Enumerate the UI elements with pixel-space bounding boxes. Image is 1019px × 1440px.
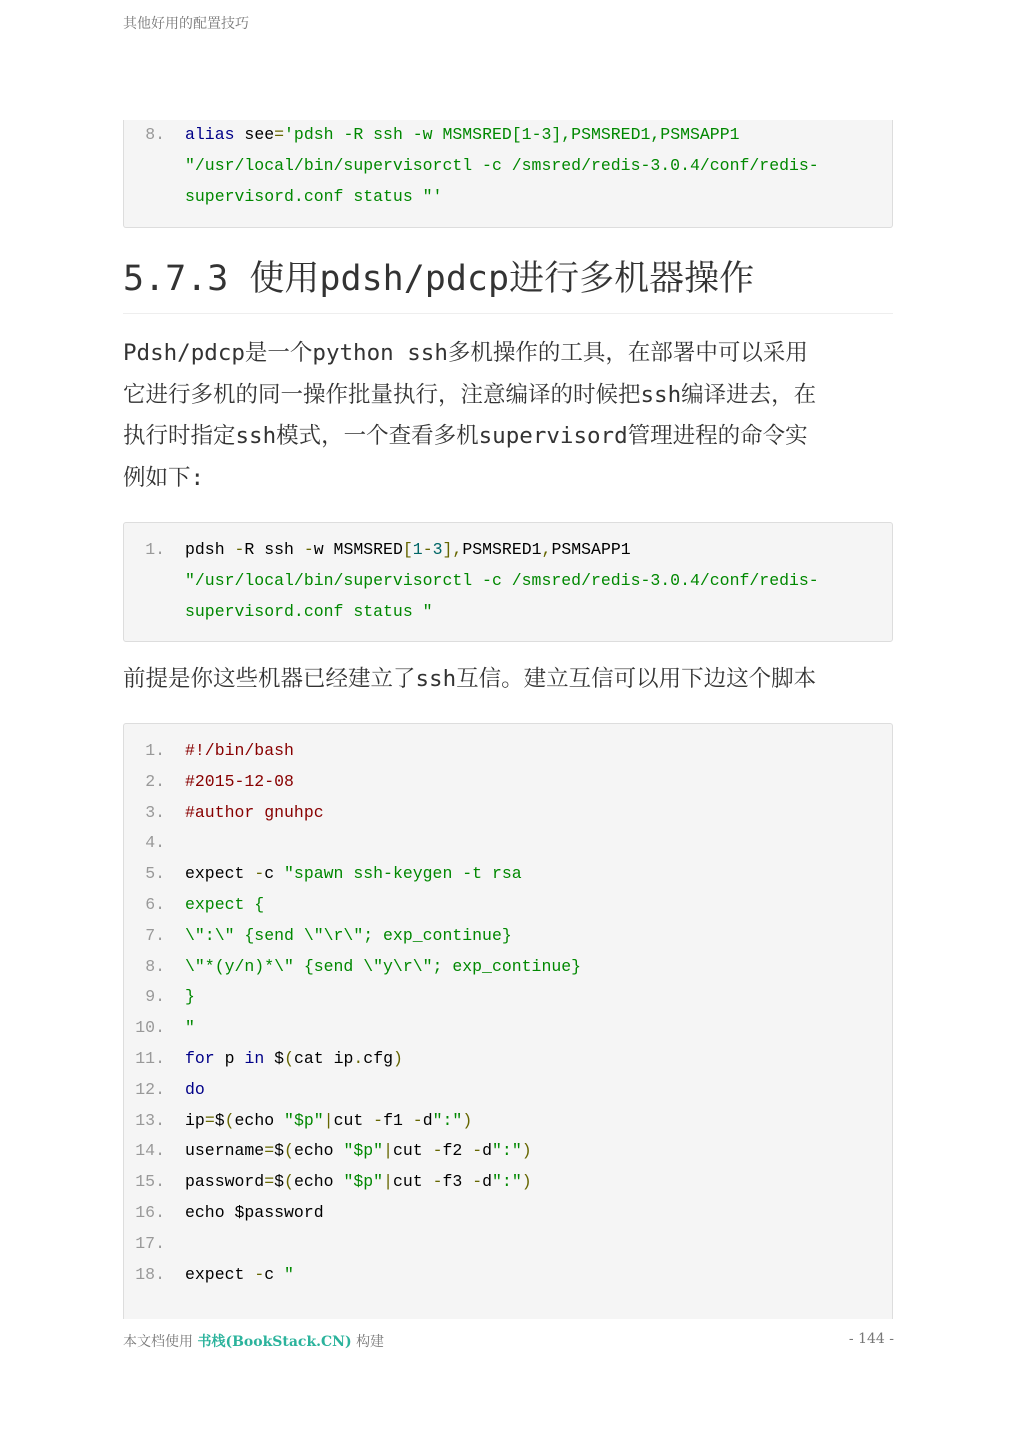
code-token: password: [185, 1172, 265, 1192]
code-token: expect: [185, 1264, 255, 1284]
line-number: 16.: [135, 1202, 165, 1222]
code-text: [185, 1075, 205, 1106]
code-line: [124, 890, 892, 921]
code-token: ip: [185, 1110, 205, 1130]
line-number: 10.: [135, 1018, 165, 1038]
page-number: - 144 -: [848, 1331, 894, 1347]
code-token: expect {: [185, 894, 265, 914]
code-text: [185, 1167, 532, 1198]
code-line: [124, 1167, 892, 1198]
code-line: [124, 1075, 892, 1106]
code-text: [185, 1198, 324, 1229]
code-token: -: [254, 864, 265, 884]
code-text: [185, 1106, 472, 1137]
code-token: ": [284, 1264, 294, 1284]
code-text: [185, 182, 442, 213]
code-token: d: [482, 1172, 493, 1192]
code-token: \"*(y/n)*\" {send \"y\r\"; exp_continue}: [185, 956, 582, 976]
code-token: "$p": [343, 1172, 384, 1192]
code-token: f2: [442, 1141, 473, 1161]
code-text: [185, 597, 433, 628]
code-token: username: [185, 1141, 265, 1161]
code-text: [185, 566, 819, 597]
code-token: 1: [412, 540, 423, 559]
code-text: [185, 151, 819, 182]
section-heading: 5.7.3 使用pdsh/pdcp进行多机器操作: [123, 252, 893, 314]
code-token: $: [214, 1110, 225, 1130]
code-text: [185, 1136, 532, 1167]
code-token: R ssh: [244, 540, 304, 559]
code-token: "spawn ssh-keygen -t rsa: [284, 864, 522, 884]
code-token: ": [185, 1018, 195, 1038]
line-number: 8.: [145, 956, 165, 976]
code-token: echo: [293, 1141, 344, 1161]
code-token: c: [264, 864, 285, 884]
code-line: [124, 1260, 892, 1291]
paragraph-line: 它进行多机的同一操作批量执行，注意编译的时候把ssh编译进去，在: [123, 381, 817, 408]
code-token: $: [264, 1048, 285, 1068]
line-number: 1.: [145, 540, 165, 559]
code-text: [185, 952, 581, 983]
code-token: |: [383, 1141, 393, 1161]
paragraph-line: Pdsh/pdcp是一个python ssh多机操作的工具，在部署中可以采用: [123, 340, 808, 366]
code-token: alias: [185, 125, 235, 144]
code-token: in: [244, 1048, 265, 1068]
code-text: [185, 890, 264, 921]
code-token: cut: [333, 1110, 374, 1130]
code-lines: [124, 535, 892, 627]
code-text: [185, 736, 294, 767]
line-number: 14.: [135, 1141, 165, 1161]
code-token: -: [412, 1110, 423, 1130]
code-token: d: [422, 1110, 433, 1130]
code-text: [185, 921, 512, 952]
code-token: -: [472, 1172, 483, 1192]
code-text: [185, 1044, 403, 1075]
code-token: -: [432, 1141, 443, 1161]
code-text: [185, 535, 631, 566]
line-number: 1.: [145, 741, 165, 760]
code-text: [185, 859, 522, 890]
code-text: [185, 767, 294, 798]
code-token: (: [284, 1172, 294, 1192]
code-token: PSMSAPP1: [551, 540, 631, 559]
code-text: [185, 120, 740, 151]
code-token: w MSMSRED: [313, 540, 403, 559]
code-line: [124, 1013, 892, 1044]
code-token: -: [373, 1110, 384, 1130]
code-line: [124, 798, 892, 829]
code-token: "$p": [343, 1141, 384, 1161]
bookstack-link[interactable]: 书栈(BookStack.CN): [197, 1334, 352, 1350]
code-token: |: [323, 1110, 334, 1130]
code-token: .: [353, 1048, 364, 1068]
code-token: ): [462, 1110, 473, 1130]
code-token: ): [521, 1141, 532, 1161]
code-line: [124, 859, 892, 890]
code-token: pdsh: [185, 540, 235, 559]
line-number: 13.: [135, 1110, 165, 1130]
code-token: echo $password: [185, 1202, 324, 1222]
code-token: ":": [492, 1141, 522, 1161]
code-block-pdsh: [123, 522, 893, 642]
code-token: }: [185, 987, 195, 1007]
code-line: [124, 828, 892, 859]
code-line: [124, 736, 892, 767]
code-line: [124, 597, 892, 628]
code-line: [124, 1198, 892, 1229]
code-text: [185, 1260, 294, 1291]
paragraph-pdsh-intro: [123, 333, 898, 499]
code-token: |: [383, 1172, 393, 1192]
code-token: ): [393, 1048, 403, 1068]
code-line: [124, 535, 892, 566]
code-token: =: [204, 1110, 215, 1130]
code-token: -: [422, 540, 433, 559]
code-token: echo: [234, 1110, 285, 1130]
line-number: 8.: [145, 125, 165, 144]
code-token: ":": [432, 1110, 463, 1130]
code-token: cut: [392, 1141, 433, 1161]
code-token: echo: [293, 1172, 344, 1192]
paragraph-ssh-trust: 前提是你这些机器已经建立了ssh互信。建立互信可以用下边这个脚本: [123, 666, 817, 692]
code-token: -: [472, 1141, 483, 1161]
code-token: =: [264, 1141, 275, 1161]
code-token: for: [185, 1048, 215, 1068]
code-lines: [124, 736, 892, 1290]
code-token: [: [402, 540, 413, 559]
code-text: [185, 982, 195, 1013]
code-token: #!/bin/bash: [185, 741, 294, 760]
code-token: 'pdsh -R ssh -w MSMSRED[1-3],PSMSRED1,PSMSAPP1: [284, 125, 740, 144]
code-token: \":\" {send \"\r\"; exp_continue}: [185, 925, 512, 945]
code-line: [124, 1229, 892, 1260]
code-token: see: [234, 125, 275, 144]
code-token: (: [284, 1048, 294, 1068]
code-token: supervisord.conf status ": [185, 601, 433, 621]
code-token: do: [185, 1079, 205, 1099]
code-line: [124, 1136, 892, 1167]
code-line: [124, 151, 892, 182]
code-text: [185, 798, 324, 829]
line-number: 4.: [145, 833, 165, 853]
paragraph-line: 例如下:: [123, 464, 205, 491]
code-line: [124, 120, 892, 151]
code-token: (: [224, 1110, 235, 1130]
code-token: supervisord.conf status "': [185, 186, 443, 206]
paragraph-line: 执行时指定ssh模式，一个查看多机supervisord管理进程的命令实: [123, 423, 808, 449]
code-text: [185, 1013, 195, 1044]
code-line: [124, 566, 892, 597]
code-line: [124, 952, 892, 983]
line-number: 5.: [145, 864, 165, 884]
footer-suffix: 构建: [356, 1334, 385, 1350]
code-token: -: [432, 1172, 443, 1192]
code-token: "/usr/local/bin/supervisorctl -c /smsred/redis-3.0.4/conf/redis-: [185, 155, 819, 175]
code-token: ":": [492, 1172, 522, 1192]
code-token: f3: [442, 1172, 473, 1192]
line-number: 11.: [135, 1048, 165, 1068]
line-number: 3.: [145, 802, 165, 822]
code-token: PSMSRED1: [462, 540, 542, 559]
code-line: [124, 767, 892, 798]
code-token: =: [274, 125, 285, 144]
code-token: cat ip: [293, 1048, 354, 1068]
code-token: (: [284, 1141, 294, 1161]
code-token: "/usr/local/bin/supervisorctl -c /smsred/redis-3.0.4/conf/redis-: [185, 570, 819, 590]
code-block-alias: [123, 120, 893, 228]
code-line: [124, 1044, 892, 1075]
code-token: c: [264, 1264, 285, 1284]
code-token: $: [274, 1172, 285, 1192]
line-number: 7.: [145, 925, 165, 945]
footer-prefix: 本文档使用: [123, 1334, 193, 1350]
line-number: 9.: [145, 987, 165, 1007]
code-token: p: [214, 1048, 245, 1068]
code-token: #2015-12-08: [185, 771, 294, 791]
code-token: ): [521, 1172, 532, 1192]
code-token: cfg: [363, 1048, 394, 1068]
code-line: [124, 921, 892, 952]
code-token: ,: [541, 540, 552, 559]
line-number: 6.: [145, 894, 165, 914]
code-token: -: [254, 1264, 265, 1284]
code-token: $: [274, 1141, 285, 1161]
code-block-script: [123, 723, 893, 1319]
code-token: d: [482, 1141, 493, 1161]
code-token: -: [303, 540, 314, 559]
running-header: 其他好用的配置技巧: [123, 16, 249, 32]
code-token: cut: [392, 1172, 433, 1192]
code-token: expect: [185, 864, 255, 884]
line-number: 2.: [145, 771, 165, 791]
code-token: -: [234, 540, 245, 559]
code-lines: [124, 120, 892, 212]
code-token: f1: [383, 1110, 413, 1130]
code-token: #author gnuhpc: [185, 802, 324, 822]
code-line: [124, 982, 892, 1013]
line-number: 18.: [135, 1264, 165, 1284]
code-token: ],: [442, 540, 463, 559]
code-token: =: [264, 1172, 275, 1192]
line-number: 12.: [135, 1079, 165, 1099]
code-line: [124, 1106, 892, 1137]
code-token: 3: [432, 540, 443, 559]
line-number: 17.: [135, 1233, 165, 1253]
code-line: [124, 182, 892, 213]
code-token: "$p": [284, 1110, 324, 1130]
footer-credit: [123, 1331, 384, 1351]
line-number: 15.: [135, 1172, 165, 1192]
